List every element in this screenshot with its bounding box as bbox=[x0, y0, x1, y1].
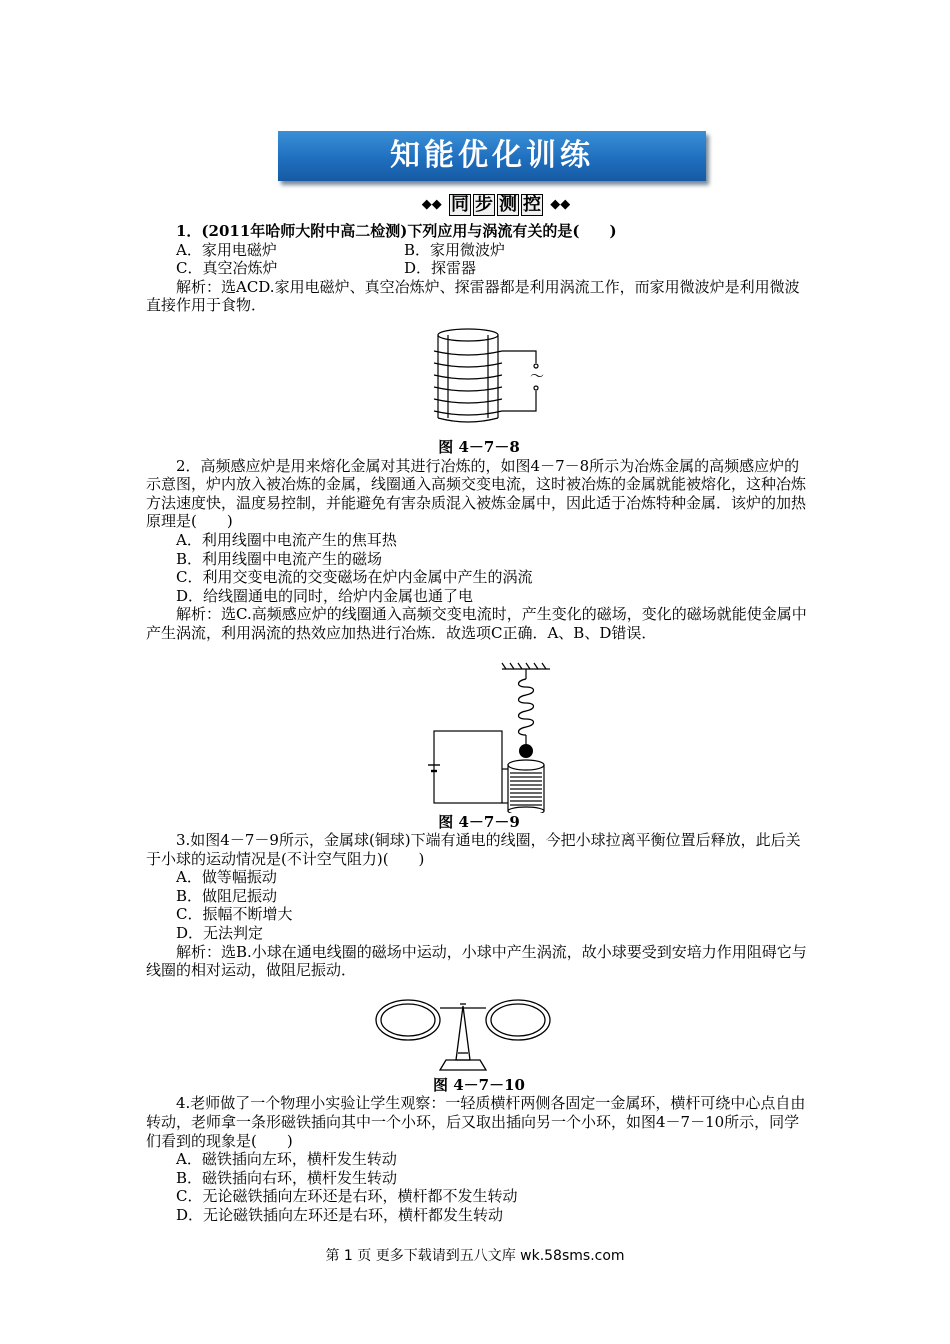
section-char: 同 bbox=[451, 194, 469, 215]
option: A．利用线圈中电流产生的焦耳热 bbox=[176, 530, 397, 549]
figure-induction-furnace bbox=[146, 323, 812, 438]
question-1-options-row-1 bbox=[146, 241, 812, 260]
option: A．磁铁插向左环，横杆发生转动 bbox=[176, 1150, 397, 1169]
section-char: 测 bbox=[499, 194, 517, 215]
section-char: 控 bbox=[523, 194, 541, 215]
right-ornament: ◆◆ bbox=[550, 197, 571, 212]
footer-text: 第 1 页 更多下载请到五八文库 wk.58sms.com bbox=[325, 1248, 625, 1264]
rings-on-lever-diagram bbox=[146, 998, 812, 1076]
ac-source-symbol: ～ bbox=[530, 368, 544, 385]
question-3-answer: 解析：选B.小球在通电线圈的磁场中运动，小球中产生涡流，故小球要受到安培力作用阻碍它与线圈的相对运动，做阻尼振动． bbox=[146, 942, 807, 980]
option: D．无论磁铁插向左环还是右环，横杆都发生转动 bbox=[176, 1206, 504, 1224]
figure-rings-on-lever bbox=[146, 998, 812, 1076]
metal-ball bbox=[519, 744, 533, 758]
option: B．做阻尼振动 bbox=[176, 886, 278, 905]
question-2-answer: 解析：选C.高频感应炉的线圈通入高频交变电流时，产生变化的磁场，变化的磁场就能使金属中产生涡流，利用涡流的热效应加热进行冶炼．故选项C正确．A、B、D错误． bbox=[146, 605, 807, 642]
option: D．给线圈通电的同时，给炉内金属也通了电 bbox=[176, 586, 474, 605]
figure-caption: 图 4－7－8 bbox=[438, 437, 520, 456]
question-3-stem: 3.如图4－7－9所示，金属球(铜球)下端有通电的线圈，今把小球拉离平衡位置后释放，此后关于小球的运动情况是(不计空气阻力)( ) bbox=[146, 831, 801, 868]
option: C．无论磁铁插向左环还是右环，横杆都不发生转动 bbox=[176, 1187, 518, 1206]
option: B．家用微波炉 bbox=[404, 240, 506, 259]
question-4-stem: 4.老师做了一个物理小实验让学生观察：一轻质横杆两侧各固定一金属环，横杆可绕中心点自由转动，老师拿一条形磁铁插向其中一个小环，后又取出插向另一个小环，如图4－7－10所示，同学们看到的现象是( ) bbox=[146, 1094, 806, 1150]
figure-spring-ball-coil bbox=[146, 661, 812, 813]
question-1-answer: 解析：选ACD.家用电磁炉、真空冶炼炉、探雷器都是利用涡流工作，而家用微波炉是利用微波直接作用于食物． bbox=[146, 277, 800, 315]
option: B．磁铁插向右环，横杆发生转动 bbox=[176, 1168, 398, 1187]
question-1-options-row-2 bbox=[146, 259, 812, 278]
figure-caption: 图 4－7－9 bbox=[438, 812, 520, 831]
title-banner bbox=[278, 131, 706, 181]
question-2-stem: 2．高频感应炉是用来熔化金属对其进行冶炼的，如图4－7－8所示为冶炼金属的高频感应炉的示意图，炉内放入被冶炼的金属，线圈通入高频交变电流，这时被冶炼的金属就能被熔化，这种冶炼方法速度快，温度易控制，并能避免有害杂质混入被炼金属中，因此适于冶炼特种金属．该炉的加热原理是( ) bbox=[146, 456, 807, 531]
figure-caption: 图 4－7－10 bbox=[433, 1075, 525, 1094]
left-ornament: ◆◆ bbox=[421, 197, 442, 212]
page-title: 知能优化训练 bbox=[390, 138, 594, 173]
option: C．振幅不断增大 bbox=[176, 905, 293, 924]
section-char: 步 bbox=[475, 194, 493, 215]
induction-furnace-diagram bbox=[146, 323, 812, 438]
question-1-stem: 1．(2011年哈师大附中高二检测)下列应用与涡流有关的是( ) bbox=[176, 222, 617, 240]
exercise-content bbox=[146, 222, 812, 1225]
option: A．家用电磁炉 bbox=[176, 240, 277, 259]
option: C．真空冶炼炉 bbox=[176, 259, 278, 278]
page-footer bbox=[0, 1245, 950, 1265]
option: D．无法判定 bbox=[176, 924, 264, 943]
option: C．利用交变电流的交变磁场在炉内金属中产生的涡流 bbox=[176, 568, 533, 587]
spring-ball-coil-diagram bbox=[146, 661, 812, 813]
option: A．做等幅振动 bbox=[176, 868, 277, 887]
option: B．利用线圈中电流产生的磁场 bbox=[176, 549, 383, 568]
section-header bbox=[396, 194, 596, 220]
option: D．探雷器 bbox=[404, 259, 477, 278]
